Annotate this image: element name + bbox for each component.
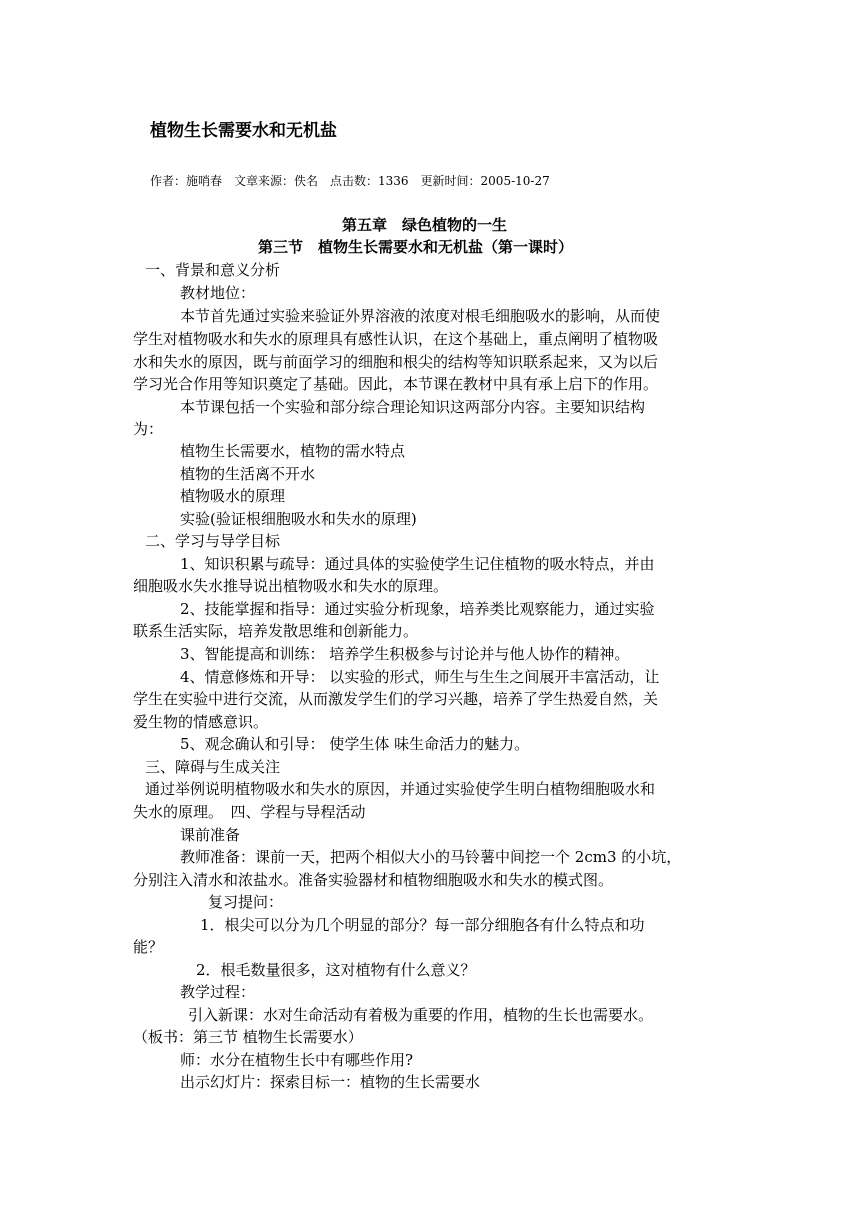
body-line: 师：水分在植物生长中有哪些作用? (180, 1051, 414, 1069)
article-meta: 作者：施哨春 文章来源：佚名 点击数：1336 更新时间：2005-10-27 (150, 174, 550, 188)
section-title-background: 一、背景和意义分析 (145, 261, 281, 279)
body-line: 本节首先通过实验来验证外界溶液的浓度对根毛细胞吸水的影响，从而使 (180, 307, 661, 325)
body-line: 通过举例说明植物吸水和失水的原因，并通过实验使学生明白植物细胞吸水和 (145, 780, 656, 798)
body-line: 细胞吸水失水推导说出植物吸水和失水的原理。 (133, 577, 449, 595)
section-heading: 第三节 植物生长需要水和无机盐（第一课时） (258, 238, 574, 256)
knowledge-item: 植物生长需要水，植物的需水特点 (180, 442, 406, 460)
knowledge-item: 植物的生活离不开水 (180, 465, 316, 483)
body-line: 为： (133, 420, 164, 438)
body-line: 失水的原理。 四、学程与导程活动 (133, 803, 366, 821)
body-line: 5、观念确认和引导： 使学生体 味生命活力的魅力。 (180, 735, 530, 753)
body-line: 学习光合作用等知识奠定了基础。因此，本节课在教材中具有承上启下的作用。 (133, 375, 659, 393)
body-line: 分别注入清水和浓盐水。准备实验器材和植物细胞吸水和失水的模式图。 (133, 871, 614, 889)
body-line: 联系生活实际，培养发散思维和创新能力。 (133, 622, 419, 640)
body-line: 水和失水的原因，既与前面学习的细胞和根尖的结构等知识联系起来，又为以后 (133, 353, 659, 371)
body-line: 教学过程： (180, 983, 256, 1001)
body-line: 爱生物的情感意识。 (133, 713, 269, 731)
section-title-obstacles: 三、障碍与生成关注 (145, 758, 281, 776)
body-line: 复习提问： (208, 893, 284, 911)
section-title-goals: 二、学习与导学目标 (145, 532, 281, 550)
body-line: 能？ (133, 938, 164, 956)
knowledge-item: 实验(验证根细胞吸水和失水的原理) (180, 510, 417, 528)
body-line: 出示幻灯片：探索目标一：植物的生长需要水 (180, 1073, 481, 1091)
review-question: 2．根毛数量很多，这对植物有什么意义？ (196, 961, 476, 979)
body-line: 教材地位： (180, 284, 256, 302)
chapter-heading: 第五章 绿色植物的一生 (342, 216, 508, 234)
body-line: 课前准备 (180, 826, 241, 844)
body-line: 4、情意修炼和开导： 以实验的形式，师生与生生之间展开丰富活动，让 (180, 668, 660, 686)
body-line: 引入新课：水对生命活动有着极为重要的作用，植物的生长也需要水。 (188, 1006, 654, 1024)
body-line: 1、知识积累与疏导：通过具体的实验使学生记住植物的吸水特点，并由 (180, 555, 655, 573)
body-line: （板书：第三节 植物生长需要水） (133, 1028, 363, 1046)
body-line: 学生对植物吸水和失水的原理具有感性认识，在这个基础上，重点阐明了植物吸 (133, 330, 659, 348)
knowledge-item: 植物吸水的原理 (180, 487, 286, 505)
body-line: 本节课包括一个实验和部分综合理论知识这两部分内容。主要知识结构 (180, 398, 646, 416)
body-line: 2、技能掌握和指导：通过实验分析现象，培养类比观察能力，通过实验 (180, 600, 655, 618)
body-line: 学生在实验中进行交流，从而激发学生们的学习兴趣，培养了学生热爱自然，关 (133, 690, 659, 708)
review-question: 1．根尖可以分为几个明显的部分？每一部分细胞各有什么特点和功 (200, 916, 645, 934)
body-line: 教师准备：课前一天，把两个相似大小的马铃薯中间挖一个 2cm3 的小坑， (180, 848, 682, 866)
body-line: 3、智能提高和训练： 培养学生积极参与讨论并与他人协作的精神。 (180, 645, 630, 663)
article-title: 植物生长需要水和无机盐 (150, 121, 337, 141)
